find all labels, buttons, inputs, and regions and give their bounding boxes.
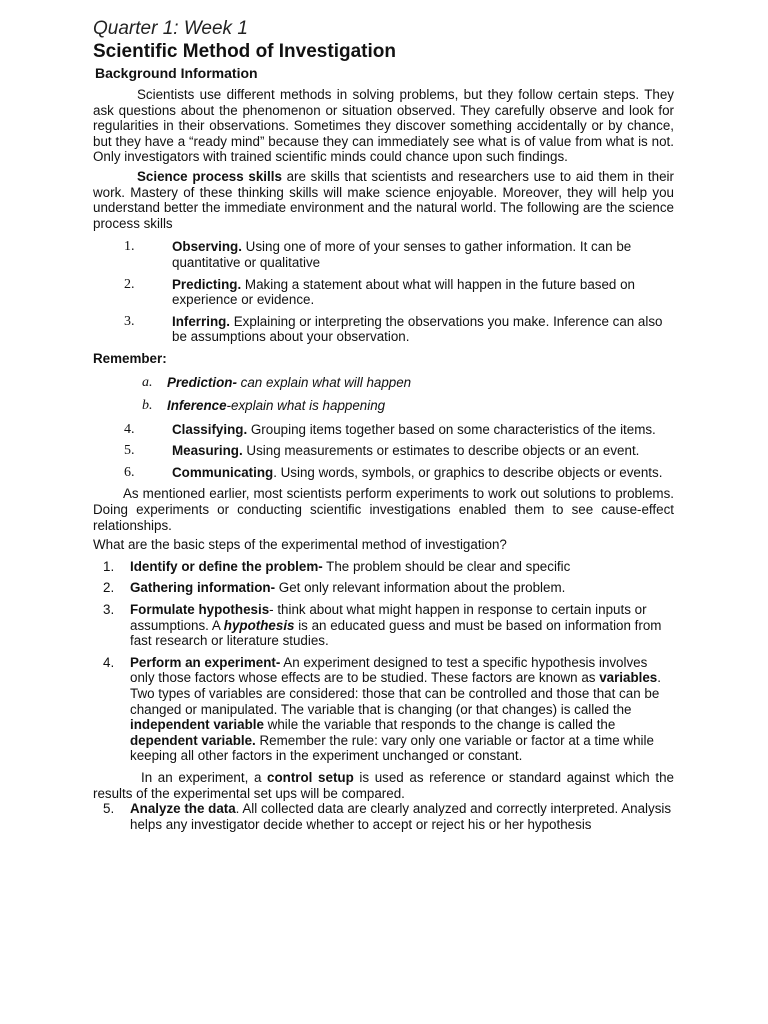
control-setup-paragraph: In an experiment, a control setup is used as reference or standard against which the results of the experimental set ups will be compared. (93, 769, 674, 801)
quarter-week-heading: Quarter 1: Week 1 (93, 18, 248, 39)
list-item: 3. Inferring. Explaining or interpreting the observations you make. Inference can also be assumptions about your observation. (124, 313, 663, 345)
remember-list (93, 375, 674, 414)
page-title: Scientific Method of Investigation (93, 41, 396, 62)
process-skills-term: Science process skills (137, 168, 282, 184)
list-item: 1. Observing. Using one of more of your senses to gather information. It can be quantitative or qualitative (124, 239, 632, 270)
list-item: a. Prediction- can explain what will happen (142, 374, 412, 390)
list-item: 4. Perform an experiment- An experiment designed to test a specific hypothesis involves only those factors whose effects are to be studied. These factors are known as variables. Two types of variables are considered: those that can be controlled and those that can be changed or manipulated. The variable that is changing (or that changes) is called the independent variable while the variable that responds to the change is called the dependent variable. Remember the rule: vary only one variable or factor at a time while keeping all other factors in the experiment unchanged or constant. (103, 654, 661, 764)
steps-list (93, 559, 674, 764)
experiments-paragraph: As mentioned earlier, most scientists perform experiments to work out solutions to problems. Doing experiments or conducting scientific investigations enabled them to see cause-effect relationships. (93, 486, 674, 533)
list-item: 1. Identify or define the problem- The problem should be clear and specific (103, 558, 571, 574)
list-item: 5. Analyze the data. All collected data are clearly analyzed and correctly interpreted. Analysis helps any investigator decide whether to accept or reject his or her hypothesis (103, 801, 672, 832)
list-item: b. Inference-explain what is happening (142, 398, 386, 414)
list-item: 2. Predicting. Making a statement about what will happen in the future based on experience or evidence. (124, 276, 635, 308)
section-subtitle: Background Information (95, 65, 258, 81)
list-item: 3. Formulate hypothesis- think about what might happen in response to certain inputs or assumptions. A hypothesis is an educated guess and must be based on information from fast research or literature studies. (103, 602, 662, 649)
remember-label: Remember: (93, 350, 167, 366)
list-item: 6. Communicating. Using words, symbols, or graphics to describe objects or events. (124, 464, 663, 480)
skills-list-part2 (93, 422, 674, 481)
list-item: 4. Classifying. Grouping items together based on some characteristics of the items. (124, 421, 656, 437)
steps-list-continued (93, 801, 674, 832)
list-item: 5. Measuring. Using measurements or estimates to describe objects or an event. (124, 443, 640, 459)
process-skills-paragraph: Science process skills are skills that scientists and researchers use to aid them in their work. Mastery of these thinking skills will make science enjoyable. Moreover, they will help you understand better the immediate environment and the natural world. The following are the science process skills (93, 168, 674, 231)
skills-list-part1 (93, 239, 674, 345)
intro-paragraph: Scientists use different methods in solving problems, but they follow certain steps. They ask questions about the phenomenon or situation observed. They carefully observe and look for regularities in their observations. Sometimes they discover something accidentally or by chance, but they have a “ready mind” because they can immediately see what is of value from what is not. Only investigators with trained scientific minds could chance upon such findings. (93, 87, 674, 165)
steps-question: What are the basic steps of the experimental method of investigation? (93, 537, 507, 553)
list-item: 2. Gathering information- Get only relevant information about the problem. (103, 580, 566, 596)
